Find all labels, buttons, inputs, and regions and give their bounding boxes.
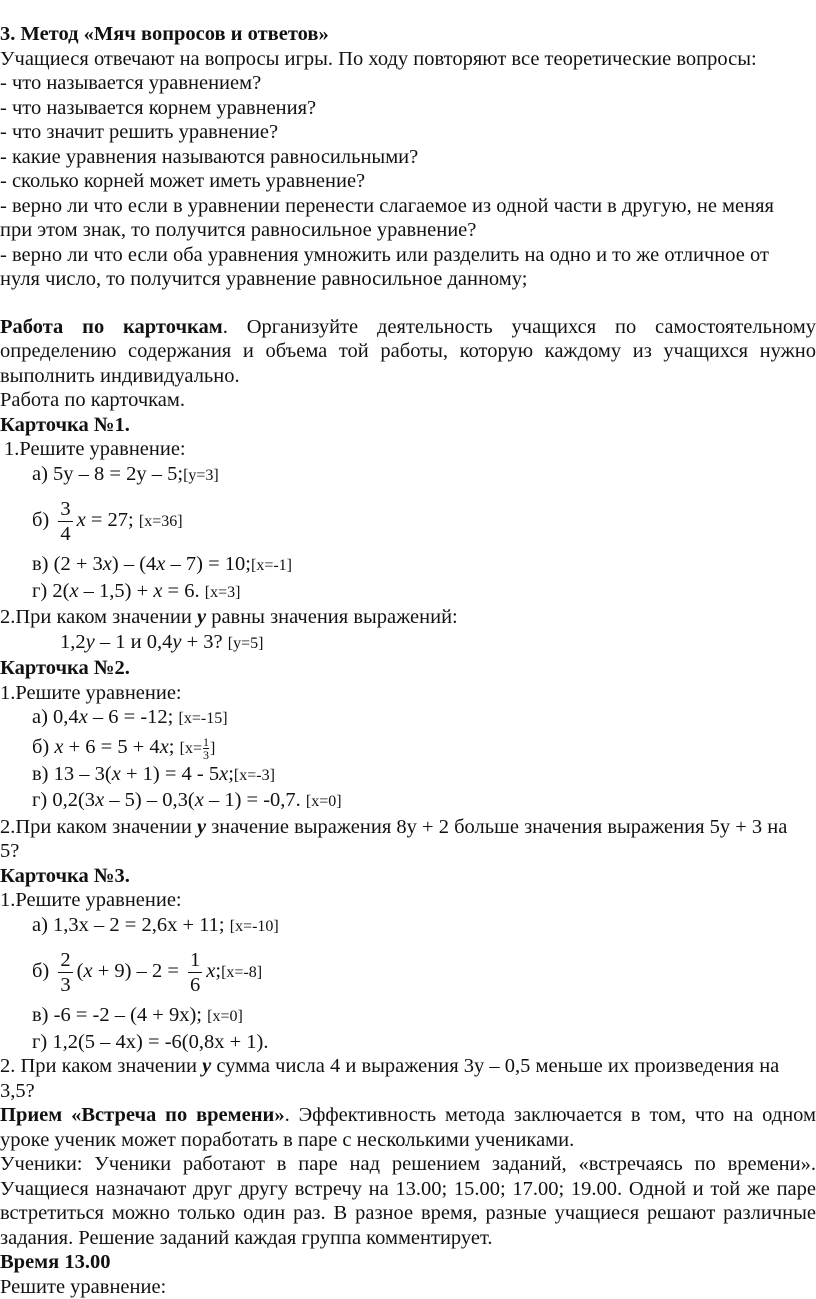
equation-item: [0, 552, 816, 579]
answer: [x=0]: [207, 1008, 243, 1025]
time-heading: Время 13.00: [0, 1250, 816, 1275]
equation-item: [0, 579, 816, 606]
question-item: - какие уравнения называются равносильными?: [0, 145, 816, 170]
equation-label: б): [32, 960, 49, 982]
equation-text: а) 0,4: [32, 706, 79, 728]
fraction-denominator: 3: [203, 749, 209, 761]
fraction-denominator: 4: [58, 522, 72, 546]
variable: x: [54, 736, 63, 758]
fraction: [58, 948, 72, 997]
question-item: - верно ли что если оба уравнения умножить или разделить на одно и то же отличное от: [0, 243, 816, 268]
fraction-numerator: 1: [203, 736, 209, 748]
task-heading: 1.Решите уравнение:: [0, 681, 816, 706]
answer-text: [x=: [180, 740, 202, 757]
question-item: - верно ли что если в уравнении перенести слагаемое из одной части в другую, не меняя: [0, 194, 816, 219]
answer: [у=5]: [228, 635, 264, 652]
question-item: нуля число, то получится уравнение равносильное данному;: [0, 267, 816, 292]
equation-item: [0, 939, 816, 1003]
answer: [x=-8]: [221, 964, 262, 981]
meeting-lead: Прием «Встреча по времени»: [0, 1104, 285, 1126]
answer: [x=3]: [205, 584, 241, 601]
equation-item: [0, 913, 816, 940]
task-text: 2. При каком значении: [0, 1055, 202, 1077]
variable: x: [83, 960, 92, 982]
answer: [x=-15]: [179, 710, 228, 727]
fraction: [58, 497, 72, 546]
variable: x: [195, 789, 204, 811]
task-text: сумма числа 4 и выражения 3у – 0,5 меньше их произведения на: [211, 1055, 779, 1077]
fraction-numerator: 1: [188, 948, 202, 972]
answer: [x=-3]: [234, 767, 275, 784]
task-text: значение выражения 8у + 2 больше значения выражения 5у + 3 на: [206, 816, 787, 838]
answer: [180, 740, 216, 757]
question-item: - что называется уравнением?: [0, 71, 816, 96]
equation-item: [0, 705, 816, 732]
task-heading: 1.Решите уравнение:: [0, 888, 816, 913]
task-continuation: 5?: [0, 839, 816, 864]
variable: у: [197, 816, 206, 838]
expression-text: + 3?: [181, 631, 222, 653]
variable: у: [86, 631, 95, 653]
variable: у: [197, 606, 206, 628]
fraction: [188, 948, 202, 997]
section-intro: Учащиеся отвечают на вопросы игры. По ходу повторяют все теоретические вопросы:: [0, 47, 816, 72]
equation-text: ) – (4: [112, 553, 156, 575]
section-heading: 3. Метод «Мяч вопросов и ответов»: [0, 22, 816, 47]
cards-paragraph-text: . Организуйте деятельность учащихся по самостоятельному определению содержания и объема той работы, которую каждому из учащихся нужно выполнить индивидуально.: [0, 316, 816, 387]
variable: x: [153, 580, 162, 602]
variable: x: [69, 580, 78, 602]
expression-text: – 1 и 0,4: [95, 631, 173, 653]
task-heading: [0, 815, 816, 840]
cards-plain: Работа по карточкам.: [0, 388, 816, 413]
fraction-denominator: 3: [58, 973, 72, 997]
equation-text: б): [32, 736, 54, 758]
task-continuation: 3,5?: [0, 1079, 816, 1104]
equation-item: [0, 462, 816, 489]
variable: x: [79, 706, 88, 728]
task-heading: 1.Решите уравнение:: [0, 437, 816, 462]
equation-label: б): [32, 509, 49, 531]
equation-text: ;: [215, 960, 221, 982]
equation-text: – 6 = -12;: [88, 706, 174, 728]
expression-item: [0, 630, 816, 657]
document-page: [0, 22, 816, 1299]
task-text: 2.При каком значении: [0, 816, 197, 838]
meeting-paragraph-text: . Эффективность метода заключается в том, что на одном уроке ученик может поработать в паре с несколькими учениками.: [0, 1104, 816, 1151]
variable: x: [103, 553, 112, 575]
equation-text: ;: [169, 736, 175, 758]
question-item: - что называется корнем уравнения?: [0, 96, 816, 121]
equation-text: – 7) = 10;: [165, 553, 251, 575]
cards-paragraph: [0, 315, 816, 389]
question-item: - сколько корней может иметь уравнение?: [0, 169, 816, 194]
equation-text: – 5) – 0,3(: [104, 789, 195, 811]
fraction-denominator: 6: [188, 973, 202, 997]
card-title: Карточка №1.: [0, 413, 816, 438]
equation-text: а) 1,3х – 2 = 2,6х + 11;: [32, 914, 225, 936]
variable: x: [206, 960, 215, 982]
equation-text: г) 2(: [32, 580, 69, 602]
equation-text: + 9) – 2 =: [93, 960, 184, 982]
task-text: равны значения выражений:: [206, 606, 458, 628]
question-item: - что значит решить уравнение?: [0, 120, 816, 145]
expression-text: 1,2: [60, 631, 86, 653]
fraction-numerator: 3: [58, 497, 72, 521]
variable: x: [156, 553, 165, 575]
meeting-paragraph: [0, 1103, 816, 1152]
answer: [у=3]: [183, 467, 219, 484]
equation-item: [0, 488, 816, 552]
answer-text: ]: [210, 740, 215, 757]
equation-text: + 6 = 5 + 4: [64, 736, 160, 758]
fraction-numerator: 2: [58, 948, 72, 972]
cards-lead: Работа по карточкам: [0, 316, 223, 338]
equation-text: а) 5у – 8 = 2у – 5;: [32, 463, 183, 485]
equation-text: в) -6 = -2 – (4 + 9х);: [32, 1004, 202, 1026]
task-heading: [0, 1054, 816, 1079]
solve-instruction: Решите уравнение:: [0, 1275, 816, 1299]
equation-text: в) 13 – 3(: [32, 763, 112, 785]
answer: [x=-1]: [251, 557, 292, 574]
equation-item: [0, 788, 816, 815]
equation-text: – 1) = -0,7.: [204, 789, 301, 811]
answer: [x=-10]: [230, 918, 279, 935]
variable: x: [77, 509, 86, 531]
equation-text: в) (2 + 3: [32, 553, 103, 575]
variable: у: [202, 1055, 211, 1077]
task-heading: [0, 605, 816, 630]
students-paragraph: Ученики: Ученики работают в паре над решением заданий, «встречаясь по времени». Учащиеся назначают друг другу встречу на 13.00; 15.00; 17.00; 19.00. Одной и той же паре встретиться можно только один раз. В разное время, разные учащиеся решают различные задания. Решение заданий каждая группа комментирует.: [0, 1152, 816, 1250]
equation-item: [0, 1003, 816, 1030]
variable: у: [172, 631, 181, 653]
card-title: Карточка №3.: [0, 864, 816, 889]
variable: x: [219, 763, 228, 785]
variable: x: [160, 736, 169, 758]
card-title: Карточка №2.: [0, 656, 816, 681]
equation-text: (: [77, 960, 84, 982]
answer: [x=0]: [306, 793, 342, 810]
equation-item: [0, 732, 816, 762]
answer: [x=36]: [139, 513, 183, 530]
equation-text: ;: [228, 763, 234, 785]
equation-text: + 1) = 4 - 5: [121, 763, 219, 785]
equation-text: г) 0,2(3: [32, 789, 95, 811]
equation-text: = 27;: [86, 509, 134, 531]
spacer: [0, 292, 816, 315]
equation-text: – 1,5) +: [79, 580, 154, 602]
equation-item: г) 1,2(5 – 4х) = -6(0,8х + 1).: [0, 1030, 816, 1055]
question-item: при этом знак, то получится равносильное уравнение?: [0, 218, 816, 243]
equation-text: = 6.: [162, 580, 199, 602]
variable: x: [95, 789, 104, 811]
task-text: 2.При каком значении: [0, 606, 197, 628]
equation-item: [0, 762, 816, 789]
fraction: [203, 736, 209, 761]
variable: x: [112, 763, 121, 785]
